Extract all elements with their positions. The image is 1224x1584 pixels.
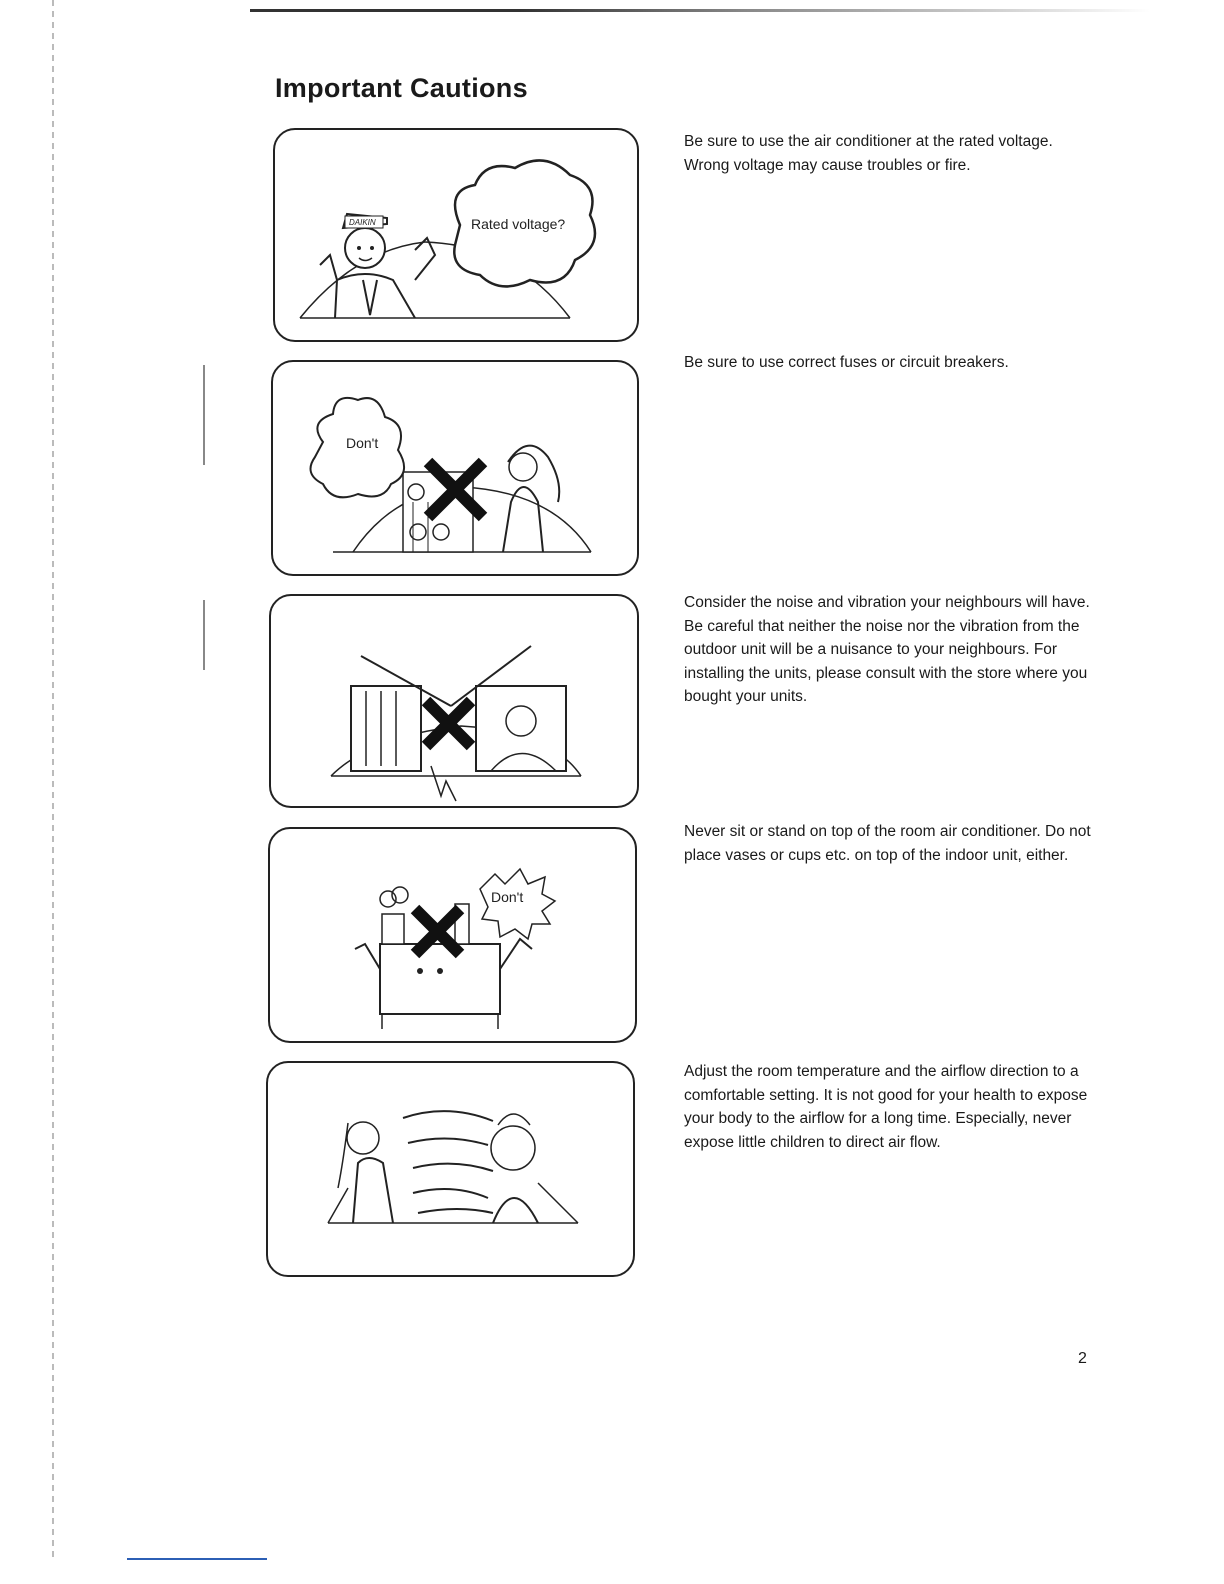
caution-panel-2 (271, 360, 639, 576)
caution-panel-5 (266, 1061, 635, 1277)
page-title: Important Cautions (275, 73, 528, 104)
caution-panel-3 (269, 594, 639, 808)
no-objects-on-unit-illustration (270, 829, 635, 1041)
bubble-label: Don't (346, 435, 379, 451)
caution-paragraph: Never sit or stand on top of the room air conditioner. Do not place vases or cups etc. on top of the indoor unit, either. (684, 823, 1091, 864)
caution-text-1 (684, 130, 1104, 177)
caution-panel-1 (273, 128, 639, 342)
scan-edge-left (52, 0, 54, 1560)
scan-edge-bottom (127, 1558, 267, 1560)
caution-text-5 (684, 1060, 1104, 1154)
caution-text-2 (684, 351, 1104, 375)
airflow-illustration (268, 1063, 633, 1275)
caution-paragraph: Wrong voltage may cause troubles or fire. (684, 156, 971, 174)
caution-paragraph: Be sure to use the air conditioner at the rated voltage. (684, 133, 1053, 150)
bubble-label: Don't (491, 889, 524, 905)
caution-paragraph: Be careful that neither the noise nor the vibration from the outdoor unit will be a nuisance to your neighbours. For installing the units, please consult with the store where you bought your units. (684, 617, 1088, 706)
scan-mark (203, 365, 205, 465)
rated-voltage-illustration (275, 130, 637, 340)
caution-paragraph: Consider the noise and vibration your neighbours will have. (684, 594, 1090, 611)
caution-panel-4 (268, 827, 637, 1043)
page-number: 2 (1078, 1350, 1087, 1367)
bubble-label: Rated voltage? (471, 216, 566, 232)
noise-vibration-illustration (271, 596, 637, 806)
scan-mark (203, 600, 205, 670)
cap-text: DAIKIN (349, 218, 376, 227)
fuse-breaker-illustration (273, 362, 637, 574)
caution-text-3 (684, 591, 1104, 709)
caution-paragraph: Adjust the room temperature and the airflow direction to a comfortable setting. It is not good for your health to expose your body to the airflow for a long time. Especially, never expose little children to direct air flow. (684, 1063, 1088, 1151)
caution-text-4 (684, 820, 1104, 867)
caution-paragraph: Be sure to use correct fuses or circuit breakers. (684, 354, 1009, 371)
scan-edge-top (250, 9, 1150, 12)
